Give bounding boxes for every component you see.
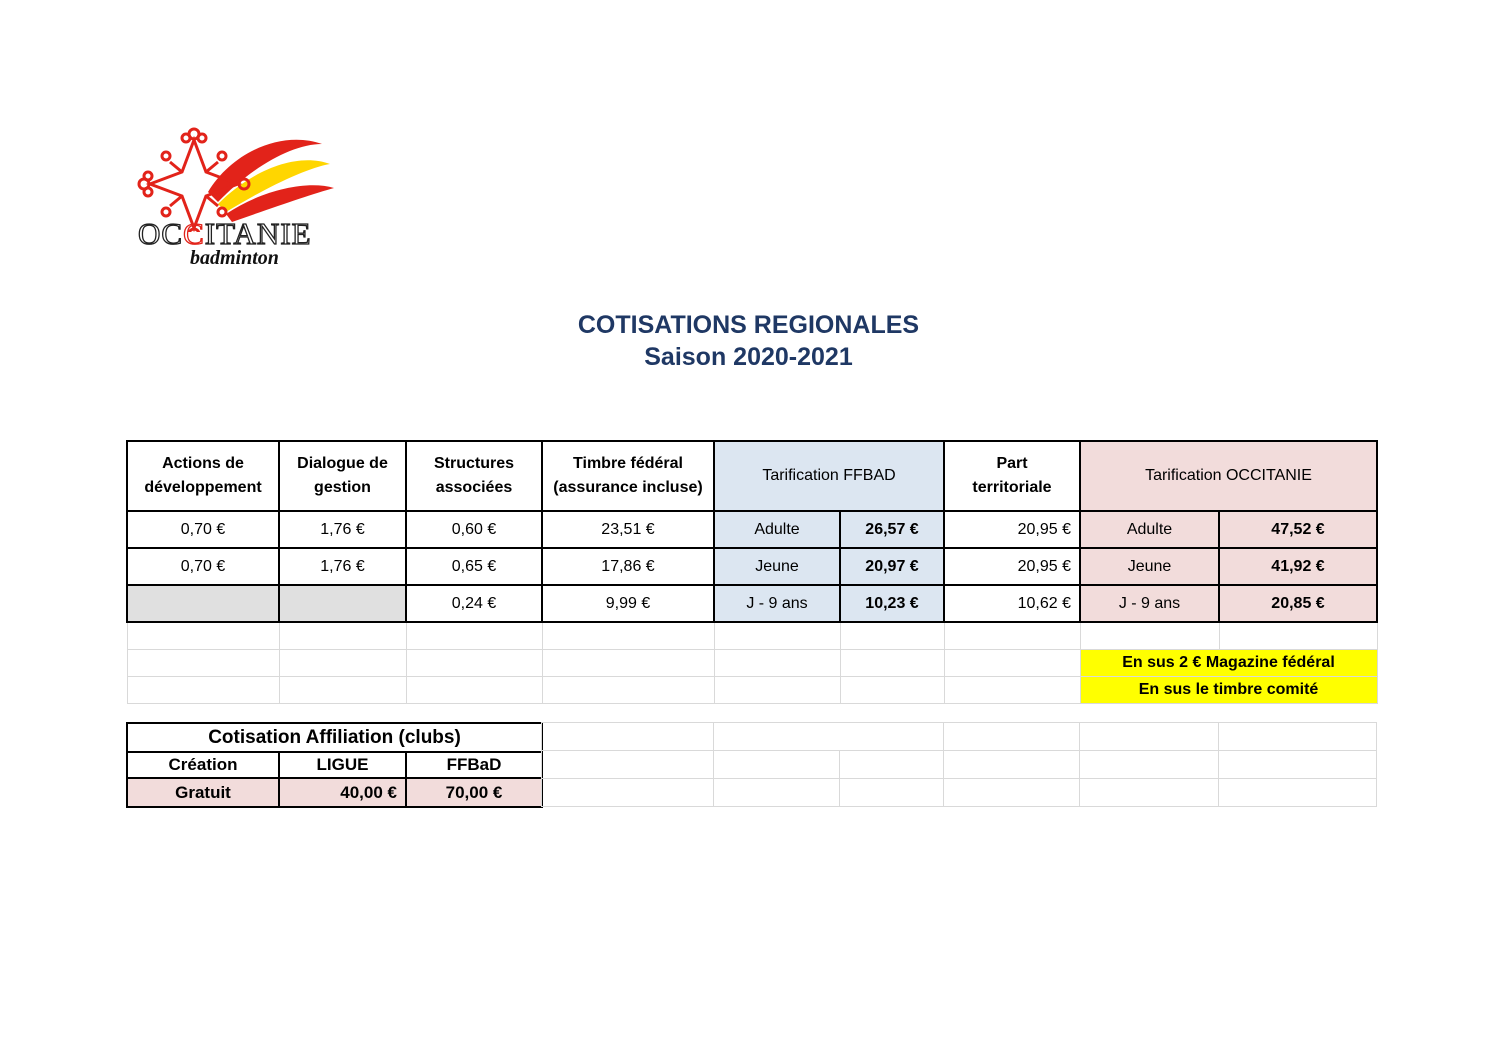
header-row	[127, 441, 1377, 511]
cell-timbre: 17,86 €	[542, 548, 714, 585]
value-ffbad: 70,00 €	[406, 778, 542, 807]
empty-cell	[714, 677, 840, 704]
cell-structures: 0,24 €	[406, 585, 542, 622]
cell-ffbad-price: 20,97 €	[840, 548, 944, 585]
cell-actions	[127, 585, 279, 622]
table-row	[127, 548, 1377, 585]
cell-timbre: 23,51 €	[542, 511, 714, 548]
empty-cell	[406, 622, 542, 650]
empty-cell	[127, 650, 279, 677]
empty-cell	[542, 650, 714, 677]
empty-cell	[406, 650, 542, 677]
cell-dialogue	[279, 585, 406, 622]
header-dialogue: Dialogue de gestion	[279, 441, 406, 511]
header-tarification-ffbad: Tarification FFBAD	[714, 441, 944, 511]
cell-occitanie-price: 47,52 €	[1219, 511, 1377, 548]
header-structures: Structures associées	[406, 441, 542, 511]
tarification-table	[126, 440, 1378, 704]
logo-wordmark: OCCITANIE	[138, 216, 312, 251]
header-creation: Création	[127, 752, 279, 778]
cell-ffbad-category: Jeune	[714, 548, 840, 585]
empty-cell	[279, 677, 406, 704]
empty-cell	[542, 677, 714, 704]
table-row	[127, 511, 1377, 548]
header-tarification-occitanie: Tarification OCCITANIE	[1080, 441, 1377, 511]
cell-ffbad-price: 26,57 €	[840, 511, 944, 548]
empty-cell	[840, 650, 944, 677]
cell-occitanie-category: J - 9 ans	[1080, 585, 1219, 622]
empty-cell	[279, 622, 406, 650]
empty-cell	[406, 677, 542, 704]
empty-row	[127, 622, 1377, 650]
cell-structures: 0,60 €	[406, 511, 542, 548]
empty-cell	[840, 622, 944, 650]
note-magazine: En sus 2 € Magazine fédéral	[1080, 650, 1377, 677]
affiliation-table	[126, 722, 543, 808]
occitanie-badminton-logo	[122, 122, 362, 272]
empty-cell	[714, 622, 840, 650]
empty-cell	[714, 650, 840, 677]
note-row	[127, 677, 1377, 704]
empty-cell	[944, 650, 1080, 677]
cell-part: 20,95 €	[944, 548, 1080, 585]
empty-cell	[127, 622, 279, 650]
cell-dialogue: 1,76 €	[279, 511, 406, 548]
logo-subtitle: badminton	[190, 247, 279, 269]
value-ligue: 40,00 €	[279, 778, 406, 807]
cell-timbre: 9,99 €	[542, 585, 714, 622]
cell-ffbad-price: 10,23 €	[840, 585, 944, 622]
value-creation: Gratuit	[127, 778, 279, 807]
cell-structures: 0,65 €	[406, 548, 542, 585]
empty-cell	[542, 622, 714, 650]
empty-cell	[279, 650, 406, 677]
empty-cell	[127, 677, 279, 704]
cell-part: 20,95 €	[944, 511, 1080, 548]
header-ffbad: FFBaD	[406, 752, 542, 778]
cell-dialogue: 1,76 €	[279, 548, 406, 585]
cell-occitanie-price: 41,92 €	[1219, 548, 1377, 585]
header-actions: Actions de développement	[127, 441, 279, 511]
empty-cell	[1219, 622, 1377, 650]
empty-grid	[541, 722, 1377, 807]
header-ligue: LIGUE	[279, 752, 406, 778]
empty-cell	[1080, 622, 1219, 650]
page-title: COTISATIONS REGIONALES	[577, 311, 920, 339]
season-subtitle: Saison 2020-2021	[644, 343, 853, 371]
header-timbre: Timbre fédéral (assurance incluse)	[542, 441, 714, 511]
cell-occitanie-price: 20,85 €	[1219, 585, 1377, 622]
affiliation-title: Cotisation Affiliation (clubs)	[127, 723, 542, 752]
cell-occitanie-category: Adulte	[1080, 511, 1219, 548]
empty-cell	[944, 622, 1080, 650]
cell-occitanie-category: Jeune	[1080, 548, 1219, 585]
table-row	[127, 585, 1377, 622]
empty-cell	[840, 677, 944, 704]
note-row	[127, 650, 1377, 677]
cell-part: 10,62 €	[944, 585, 1080, 622]
header-part-territoriale: Part territoriale	[944, 441, 1080, 511]
empty-cell	[944, 677, 1080, 704]
cell-ffbad-category: J - 9 ans	[714, 585, 840, 622]
cell-actions: 0,70 €	[127, 511, 279, 548]
note-timbre-comite: En sus le timbre comité	[1080, 677, 1377, 704]
cell-actions: 0,70 €	[127, 548, 279, 585]
cell-ffbad-category: Adulte	[714, 511, 840, 548]
